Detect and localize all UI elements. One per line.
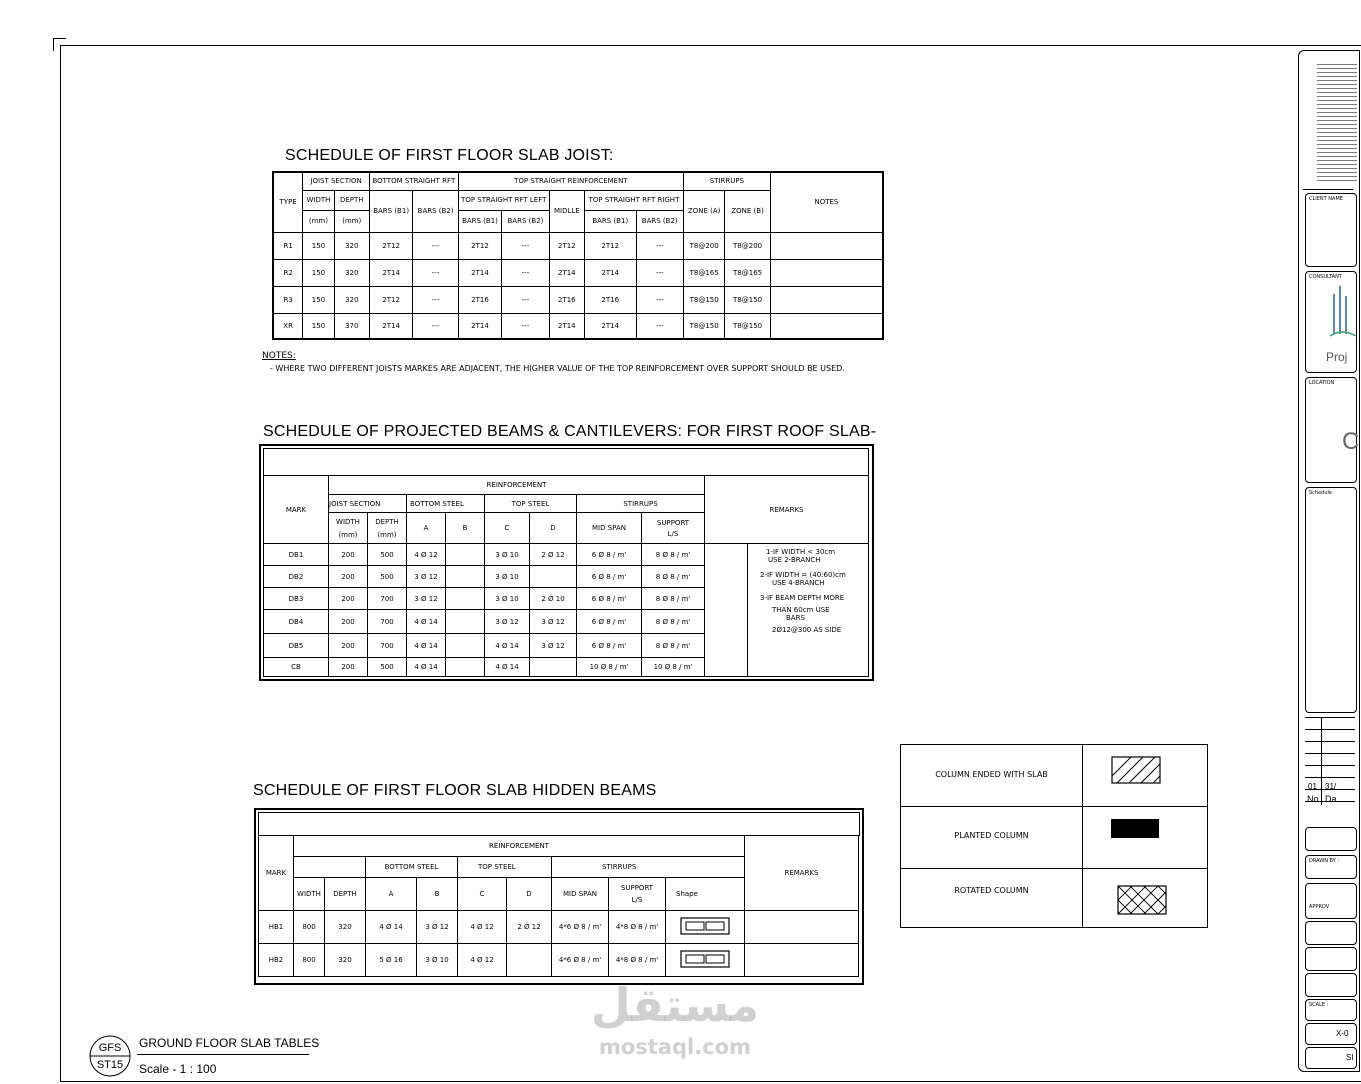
cell-mid-span: 6 Ø 8 / m': [577, 544, 642, 566]
cell-width: 150: [303, 259, 334, 286]
h-left-b2: BARS (B2): [502, 210, 549, 232]
revision-grid: [1305, 717, 1355, 806]
cell-c: 4 Ø 12: [458, 944, 507, 977]
cell-zone-b: T8@150: [725, 286, 770, 313]
h-mark: MARK: [264, 476, 329, 544]
cell-b: [446, 544, 485, 566]
cell-width: 200: [329, 544, 368, 566]
h-top-steel: TOP STEEL: [485, 495, 577, 513]
cell-support: 8 Ø 8 / m': [642, 544, 705, 566]
h-notes: NOTES: [770, 172, 883, 232]
h-stirrups: STIRRUPS: [552, 857, 745, 878]
cell-zone-a: T8@165: [683, 259, 724, 286]
projected-schedule-title: SCHEDULE OF PROJECTED BEAMS & CANTILEVERS: FOR FIRST ROOF SLAB-: [263, 423, 877, 440]
h-bottom: BOTTOM STRAIGHT RFT: [369, 172, 458, 190]
cell-depth: 320: [325, 911, 366, 944]
h-c: C: [458, 878, 507, 911]
solid-fill-icon: [1111, 819, 1159, 838]
drawing-code-bottom: ST15: [96, 1059, 124, 1071]
cell-left-b1: 2T12: [458, 232, 501, 259]
cell-mid-span: 6 Ø 8 / m': [577, 634, 642, 658]
cell-a: 4 Ø 14: [366, 911, 417, 944]
cell-support: 8 Ø 8 / m': [642, 610, 705, 634]
cell-c: 3 Ø 10: [485, 588, 530, 610]
h-width: [329, 513, 368, 544]
drawn-by-box: [1305, 855, 1357, 879]
cell-depth: 700: [368, 634, 407, 658]
h-remarks: REMARKS: [745, 836, 859, 911]
h-stirrups: STIRRUPS: [683, 172, 770, 190]
legend-row: [901, 869, 1207, 926]
cell-b1: 2T14: [369, 313, 412, 339]
table-row: [264, 544, 869, 566]
cell-shape: [666, 911, 745, 944]
h-support: [642, 513, 705, 544]
h-right-b2: BARS (B2): [636, 210, 683, 232]
cell-type: R3: [273, 286, 303, 313]
client-box: [1305, 193, 1357, 267]
remark-line: USE 2-BRANCH: [768, 556, 821, 564]
approval-box: [1305, 883, 1357, 919]
location-box: [1305, 377, 1360, 483]
joist-schedule-title: SCHEDULE OF FIRST FLOOR SLAB JOIST:: [285, 147, 614, 164]
cell-b: [446, 658, 485, 677]
cell-notes: [770, 286, 883, 313]
watermark-latin: mostaql.com: [599, 1035, 751, 1059]
h-zone-a: ZONE (A): [683, 190, 724, 232]
drawn-by-label: DRAWN BY :: [1309, 858, 1340, 864]
drawing-code-badge: [88, 1034, 132, 1078]
schedule-label: Schedule: [1309, 490, 1332, 496]
table-row: [273, 232, 883, 259]
h-top: TOP STRAIGHT REINFORCEMENT: [458, 172, 683, 190]
h-left-b1: BARS (B1): [458, 210, 501, 232]
h-width-label: WIDTH: [336, 517, 360, 526]
cell-notes: [770, 313, 883, 339]
table-row: [259, 911, 859, 944]
cell-middle: 2T16: [549, 286, 584, 313]
watermark-arabic: مستقل: [590, 978, 760, 1032]
cell-depth: 700: [368, 588, 407, 610]
cell-zone-b: T8@165: [725, 259, 770, 286]
cell-remarks: [745, 911, 859, 944]
cell-width: 200: [329, 610, 368, 634]
cell-a: 4 Ø 12: [407, 544, 446, 566]
cell-mark: HB2: [259, 944, 294, 977]
cell-c: 4 Ø 14: [485, 658, 530, 677]
cell-depth: 320: [334, 232, 369, 259]
location-letter: C: [1342, 428, 1360, 455]
cell-b: 3 Ø 12: [417, 911, 458, 944]
cell-b2: ---: [413, 286, 458, 313]
h-section-blank: [294, 857, 366, 878]
cell-b: [446, 588, 485, 610]
cell-middle: 2T14: [549, 313, 584, 339]
cell-support: 4*8 Ø 8 / m': [609, 944, 666, 977]
table-row: [273, 313, 883, 339]
hidden-top-band: [258, 812, 860, 836]
h-b1: BARS (B1): [369, 190, 412, 232]
consultant-label: CONSULTANT: [1309, 274, 1342, 280]
cell-b2: ---: [413, 259, 458, 286]
cell-d: 2 Ø 12: [530, 544, 577, 566]
project-code-box: [1305, 921, 1357, 945]
cell-b1: 2T12: [369, 232, 412, 259]
h-top-left: TOP STRAIGHT RFT LEFT: [458, 190, 549, 210]
cell-mid-span: 10 Ø 8 / m': [577, 658, 642, 677]
h-bottom-steel: BOTTOM STEEL: [407, 495, 485, 513]
h-mm2: (mm): [334, 210, 369, 232]
cell-depth: 320: [325, 944, 366, 977]
h-support-label: SUPPORT: [656, 518, 690, 527]
h-zone-b: ZONE (B): [725, 190, 770, 232]
cell-c: 3 Ø 10: [485, 566, 530, 588]
h-width-unit: (mm): [338, 530, 358, 539]
title-box: [1305, 827, 1357, 851]
cell-a: 5 Ø 16: [366, 944, 417, 977]
consultant-logo-icon: [1328, 282, 1356, 338]
cell-b: 3 Ø 10: [417, 944, 458, 977]
h-a: A: [366, 878, 417, 911]
remark-line: 1-IF WIDTH < 30cm: [766, 548, 836, 556]
cell-depth: 500: [368, 544, 407, 566]
cell-left-b2: ---: [502, 286, 549, 313]
drawing-name: GROUND FLOOR SLAB TABLES: [139, 1036, 320, 1050]
scale-box: [1305, 999, 1357, 1021]
h-support-ls: L/S: [631, 896, 643, 904]
h-joist-section: JOIST SECTION: [303, 172, 370, 190]
revision-date: 31/: [1325, 782, 1337, 791]
cell-b: [446, 634, 485, 658]
cell-mark: DB2: [264, 566, 329, 588]
cell-a: 3 Ø 12: [407, 566, 446, 588]
notes-scribble: [1317, 61, 1357, 181]
h-mid-span: MID SPAN: [577, 513, 642, 544]
cell-left-b1: 2T14: [458, 259, 501, 286]
cell-remarks-spacer: [705, 544, 748, 677]
cell-left-b2: ---: [502, 259, 549, 286]
cell-left-b1: 2T14: [458, 313, 501, 339]
cell-mid-span: 6 Ø 8 / m': [577, 566, 642, 588]
cell-depth: 700: [368, 610, 407, 634]
general-notes-box: [1303, 57, 1353, 190]
cell-support: 4*8 Ø 8 / m': [609, 911, 666, 944]
joist-notes-label: NOTES:: [262, 351, 296, 361]
cell-a: 4 Ø 14: [407, 610, 446, 634]
projected-top-band: [263, 448, 869, 476]
cell-d: [507, 944, 552, 977]
cell-right-b1: 2T12: [585, 232, 637, 259]
title-block: [1298, 50, 1360, 1072]
cell-right-b2: ---: [636, 259, 683, 286]
h-width: WIDTH: [294, 878, 325, 911]
consultant-logo-text: Proj: [1326, 350, 1348, 364]
cell-b1: 2T12: [369, 286, 412, 313]
h-depth: DEPTH: [334, 190, 369, 210]
cell-type: XR: [273, 313, 303, 339]
cell-d: [530, 658, 577, 677]
h-support: [609, 878, 666, 911]
cell-b: [446, 610, 485, 634]
cell-width: 800: [294, 944, 325, 977]
h-depth-unit: (mm): [377, 530, 397, 539]
cell-width: 150: [303, 313, 334, 339]
h-d: D: [507, 878, 552, 911]
legend-row: [901, 745, 1207, 807]
cell-depth: 500: [368, 658, 407, 677]
table-row: [259, 944, 859, 977]
h-shape: Shape: [666, 878, 745, 911]
schedule-box: [1305, 487, 1357, 713]
cell-right-b2: ---: [636, 286, 683, 313]
cell-mid-span: 4*6 Ø 8 / m': [552, 911, 609, 944]
cell-zone-a: T8@200: [683, 232, 724, 259]
cell-support: 8 Ø 8 / m': [642, 634, 705, 658]
cell-c: 3 Ø 12: [485, 610, 530, 634]
cell-width: 200: [329, 634, 368, 658]
h-depth: DEPTH: [325, 878, 366, 911]
h-mid-span: MID SPAN: [552, 878, 609, 911]
h-reinforcement: REINFORCEMENT: [329, 476, 705, 495]
h-width: WIDTH: [303, 190, 334, 210]
h-depth: [368, 513, 407, 544]
cell-mark: DB1: [264, 544, 329, 566]
cell-d: 3 Ø 12: [530, 610, 577, 634]
cell-width: 200: [329, 566, 368, 588]
cell-right-b2: ---: [636, 313, 683, 339]
remark-line: THAN 60cm USE: [772, 606, 830, 614]
cell-mid-span: 4*6 Ø 8 / m': [552, 944, 609, 977]
sheet-box: [1305, 1047, 1357, 1069]
cell-depth: 370: [334, 313, 369, 339]
cell-zone-b: T8@150: [725, 313, 770, 339]
table-row: [273, 259, 883, 286]
cell-left-b1: 2T16: [458, 286, 501, 313]
drawing-scale: Scale - 1 : 100: [139, 1062, 217, 1076]
cell-mid-span: 6 Ø 8 / m': [577, 588, 642, 610]
h-support-label: SUPPORT: [620, 884, 654, 892]
legend-label: PLANTED COLUMN: [954, 831, 1029, 840]
consultant-box: [1305, 271, 1357, 373]
legend-row: [901, 807, 1207, 869]
h-type: TYPE: [273, 172, 303, 232]
projected-schedule-table: [263, 475, 869, 677]
h-mark: MARK: [259, 836, 294, 911]
joist-notes-text: - WHERE TWO DIFFERENT JOISTS MARKES ARE ADJACENT, THE HIGHER VALUE OF THE TOP REINFORCEMENT OVER SUPPORT SHOULD BE USED.: [270, 364, 845, 373]
cell-width: 150: [303, 286, 334, 313]
scale-label: SCALE :: [1309, 1002, 1329, 1008]
cell-depth: 320: [334, 259, 369, 286]
cell-notes: [770, 259, 883, 286]
approval-label: APPROV: [1309, 904, 1330, 910]
h-mm1: (mm): [303, 210, 334, 232]
cell-notes: [770, 232, 883, 259]
cell-type: R2: [273, 259, 303, 286]
drawing-number-box: [1305, 1023, 1357, 1045]
cell-right-b1: 2T16: [585, 286, 637, 313]
remark-line: 3-IF BEAM DEPTH MORE: [760, 594, 845, 602]
h-b: B: [417, 878, 458, 911]
cell-mark: DB3: [264, 588, 329, 610]
cell-width: 200: [329, 588, 368, 610]
cell-right-b1: 2T14: [585, 259, 637, 286]
legend-label: COLUMN ENDED WITH SLAB: [935, 770, 1048, 779]
remark-line: 2Ø12@300 AS SIDE: [772, 626, 842, 634]
cell-d: 2 Ø 10: [530, 588, 577, 610]
cell-c: 3 Ø 10: [485, 544, 530, 566]
cell-mark: DB5: [264, 634, 329, 658]
cell-middle: 2T14: [549, 259, 584, 286]
joist-schedule-table: [272, 171, 884, 340]
remark-line: 2-IF WIDTH = (40:60)cm: [760, 571, 846, 579]
drawing-number: X-0: [1336, 1029, 1349, 1038]
cell-zone-a: T8@150: [683, 313, 724, 339]
revision-grid-divider: [1321, 717, 1322, 805]
project-name-box: [1305, 947, 1357, 971]
cell-left-b2: ---: [502, 232, 549, 259]
cell-depth: 320: [334, 286, 369, 313]
cell-middle: 2T12: [549, 232, 584, 259]
drawing-name-underline: [137, 1054, 309, 1055]
h-top-steel: TOP STEEL: [458, 857, 552, 878]
cell-support: 10 Ø 8 / m': [642, 658, 705, 677]
cell-remarks: [745, 944, 859, 977]
cell-right-b1: 2T14: [585, 313, 637, 339]
cell-b2: ---: [413, 313, 458, 339]
cell-d: 2 Ø 12: [507, 911, 552, 944]
cell-depth: 500: [368, 566, 407, 588]
cross-hatch-icon: [1117, 885, 1167, 915]
cell-a: 4 Ø 14: [407, 658, 446, 677]
sheet-number: SI: [1346, 1053, 1354, 1062]
cell-mark: DB4: [264, 610, 329, 634]
cell-c: 4 Ø 14: [485, 634, 530, 658]
hatch-pattern-icon: [1111, 756, 1161, 784]
cell-width: 200: [329, 658, 368, 677]
h-middle: MIDLLE: [549, 190, 584, 232]
drawing-title-box: [1305, 973, 1357, 997]
h-remarks: REMARKS: [705, 476, 869, 544]
cell-d: 3 Ø 12: [530, 634, 577, 658]
cell-shape: [666, 944, 745, 977]
location-label: LOCATION: [1309, 380, 1335, 386]
h-d: D: [530, 513, 577, 544]
stirrup-shape-icon: [679, 948, 731, 970]
h-top-right: TOP STRAIGHT RFT RIGHT: [585, 190, 684, 210]
cell-a: 3 Ø 12: [407, 588, 446, 610]
cell-c: 4 Ø 12: [458, 911, 507, 944]
cell-b2: ---: [413, 232, 458, 259]
client-label: CLIENT NAME: [1309, 196, 1343, 202]
cell-width: 150: [303, 232, 334, 259]
cell-d: [530, 566, 577, 588]
column-legend: [900, 744, 1208, 928]
h-depth-label: DEPTH: [375, 517, 399, 526]
remark-line: BARS: [786, 614, 805, 622]
h-right-b1: BARS (B1): [585, 210, 637, 232]
drawing-code-top: GFS: [98, 1042, 122, 1054]
h-a: A: [407, 513, 446, 544]
cell-b1: 2T14: [369, 259, 412, 286]
corner-mark: [53, 38, 66, 51]
table-row: [273, 286, 883, 313]
revision-no-header: No: [1307, 794, 1319, 804]
cell-mark: HB1: [259, 911, 294, 944]
h-c: C: [485, 513, 530, 544]
hidden-schedule-title: SCHEDULE OF FIRST FLOOR SLAB HIDDEN BEAMS: [253, 782, 657, 799]
cell-type: R1: [273, 232, 303, 259]
h-joist-section: JOIST SECTION: [329, 495, 407, 513]
hidden-schedule-table: [258, 835, 859, 977]
cell-zone-a: T8@150: [683, 286, 724, 313]
cell-mark: CB: [264, 658, 329, 677]
h-b2: BARS (B2): [413, 190, 458, 232]
cell-left-b2: ---: [502, 313, 549, 339]
cell-remarks: [748, 544, 869, 677]
cell-mid-span: 6 Ø 8 / m': [577, 610, 642, 634]
cell-support: 8 Ø 8 / m': [642, 566, 705, 588]
h-bottom-steel: BOTTOM STEEL: [366, 857, 458, 878]
legend-label: ROTATED COLUMN: [954, 886, 1029, 895]
cell-width: 800: [294, 911, 325, 944]
h-stirrups: STIRRUPS: [577, 495, 705, 513]
cell-zone-b: T8@200: [725, 232, 770, 259]
revision-number: 01: [1308, 782, 1317, 791]
cell-support: 8 Ø 8 / m': [642, 588, 705, 610]
h-support-ls: L/S: [667, 529, 679, 538]
cell-right-b2: ---: [636, 232, 683, 259]
cell-a: 4 Ø 14: [407, 634, 446, 658]
h-b: B: [446, 513, 485, 544]
cell-b: [446, 566, 485, 588]
h-reinforcement: REINFORCEMENT: [294, 836, 745, 857]
stirrup-shape-icon: [679, 915, 731, 937]
revision-date-header: Da: [1325, 794, 1337, 804]
remark-line: USE 4-BRANCH: [772, 579, 825, 587]
